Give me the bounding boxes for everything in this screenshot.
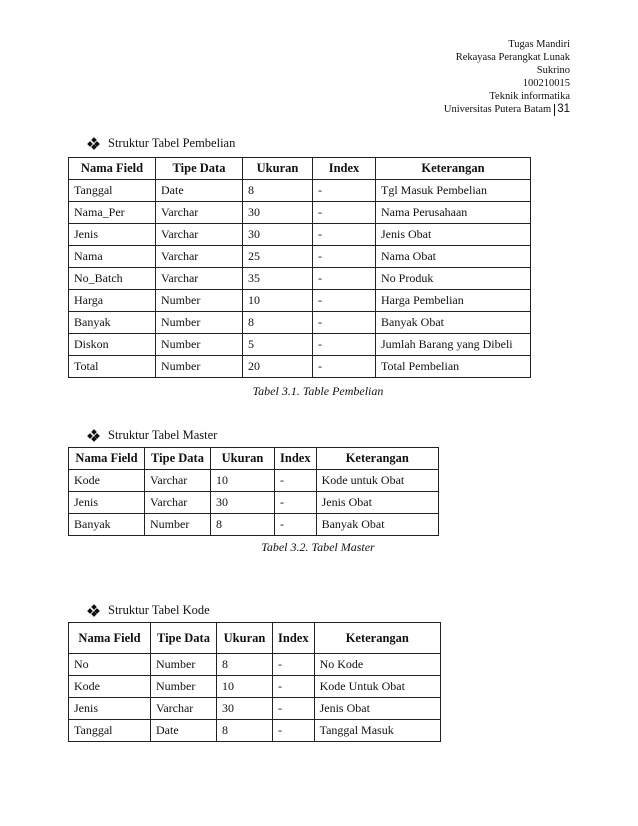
column-header: Index [313, 158, 376, 180]
section-title-kode: Struktur Tabel Kode [88, 603, 210, 618]
table-cell: Jenis [69, 492, 145, 514]
table-cell: 10 [243, 290, 313, 312]
table-cell: - [313, 334, 376, 356]
table-cell: Varchar [156, 246, 243, 268]
table-cell: - [313, 246, 376, 268]
table-header-row [69, 623, 441, 654]
table-cell: Kode [69, 676, 151, 698]
table-cell: - [275, 514, 317, 536]
table-row [69, 268, 531, 290]
table-cell: - [273, 720, 315, 742]
header-assignment: Tugas Mandiri [508, 39, 570, 50]
table-cell: - [275, 470, 317, 492]
table-row [69, 492, 439, 514]
diamond-bullet-icon [88, 430, 99, 441]
table-cell: 35 [243, 268, 313, 290]
table-cell: - [313, 202, 376, 224]
table-cell: 8 [243, 180, 313, 202]
table-cell: 8 [217, 654, 273, 676]
column-header: Nama Field [69, 448, 145, 470]
table-cell: Jenis [69, 224, 156, 246]
page-number: 31 [557, 103, 570, 115]
table-row [69, 290, 531, 312]
table-cell: 30 [211, 492, 275, 514]
column-header: Index [273, 623, 315, 654]
table-cell: Total Pembelian [376, 356, 531, 378]
table-row [69, 312, 531, 334]
table-cell: 8 [217, 720, 273, 742]
column-header: Ukuran [211, 448, 275, 470]
section-title-pembelian: Struktur Tabel Pembelian [88, 136, 235, 151]
table-cell: Varchar [151, 698, 217, 720]
table-row [69, 698, 441, 720]
table-cell: Number [145, 514, 211, 536]
table-cell: Harga [69, 290, 156, 312]
column-header: Ukuran [243, 158, 313, 180]
table-cell: Number [151, 654, 217, 676]
column-header: Tipe Data [156, 158, 243, 180]
table-cell: Varchar [156, 224, 243, 246]
table-cell: Jenis Obat [314, 698, 440, 720]
table-cell: Varchar [145, 492, 211, 514]
header-department: Teknik informatika [489, 91, 570, 102]
table-cell: Kode untuk Obat [316, 470, 438, 492]
table-cell: - [273, 654, 315, 676]
table-cell: Number [151, 676, 217, 698]
table-cell: 30 [243, 224, 313, 246]
table-row [69, 202, 531, 224]
header-university: Universitas Putera Batam [443, 104, 552, 115]
table-caption-master: Tabel 3.2. Tabel Master [261, 540, 375, 554]
table-cell: 20 [243, 356, 313, 378]
column-header: Keterangan [316, 448, 438, 470]
table-cell: Diskon [69, 334, 156, 356]
table-cell: Banyak Obat [316, 514, 438, 536]
header-student-id: 100210015 [522, 78, 570, 89]
table-cell: Banyak [69, 514, 145, 536]
table-cell: Jenis Obat [316, 492, 438, 514]
table-caption-pembelian: Tabel 3.1. Table Pembelian [252, 384, 384, 398]
table-cell: 25 [243, 246, 313, 268]
table-master [68, 447, 439, 536]
table-cell: Nama_Per [69, 202, 156, 224]
table-cell: - [313, 224, 376, 246]
table-cell: - [313, 268, 376, 290]
table-cell: Tgl Masuk Pembelian [376, 180, 531, 202]
table-cell: Jenis [69, 698, 151, 720]
header-divider [554, 104, 555, 116]
diamond-bullet-icon [88, 138, 99, 149]
column-header: Nama Field [69, 623, 151, 654]
table-cell: Number [156, 312, 243, 334]
table-pembelian [68, 157, 531, 378]
page-header [444, 38, 570, 116]
table-row [69, 180, 531, 202]
table-row [69, 676, 441, 698]
table-cell: Banyak Obat [376, 312, 531, 334]
column-header: Tipe Data [151, 623, 217, 654]
column-header: Nama Field [69, 158, 156, 180]
table-cell: Varchar [156, 202, 243, 224]
table-row [69, 470, 439, 492]
table-header-row [69, 158, 531, 180]
table-cell: - [273, 676, 315, 698]
table-cell: No Kode [314, 654, 440, 676]
table-cell: 5 [243, 334, 313, 356]
table-cell: Kode Untuk Obat [314, 676, 440, 698]
table-cell: Total [69, 356, 156, 378]
table-cell: No Produk [376, 268, 531, 290]
table-header-row [69, 448, 439, 470]
table-cell: Number [156, 356, 243, 378]
table-cell: - [313, 356, 376, 378]
table-row [69, 514, 439, 536]
table-cell: 8 [243, 312, 313, 334]
table-row [69, 654, 441, 676]
column-header: Ukuran [217, 623, 273, 654]
table-row [69, 356, 531, 378]
table-cell: - [275, 492, 317, 514]
table-cell: No [69, 654, 151, 676]
section-title-master: Struktur Tabel Master [88, 428, 217, 443]
table-row [69, 246, 531, 268]
table-row [69, 334, 531, 356]
table-cell: 10 [217, 676, 273, 698]
table-cell: 30 [243, 202, 313, 224]
table-cell: Harga Pembelian [376, 290, 531, 312]
table-kode [68, 622, 441, 742]
table-cell: Nama Perusahaan [376, 202, 531, 224]
table-cell: Tanggal [69, 720, 151, 742]
table-cell: - [273, 698, 315, 720]
table-cell: Tanggal [69, 180, 156, 202]
table-cell: Number [156, 290, 243, 312]
table-cell: Nama Obat [376, 246, 531, 268]
table-cell: Tanggal Masuk [314, 720, 440, 742]
table-cell: - [313, 290, 376, 312]
table-cell: Kode [69, 470, 145, 492]
table-cell: Varchar [145, 470, 211, 492]
table-cell: 30 [217, 698, 273, 720]
table-cell: - [313, 180, 376, 202]
column-header: Index [275, 448, 317, 470]
table-cell: Banyak [69, 312, 156, 334]
table-cell: Nama [69, 246, 156, 268]
diamond-bullet-icon [88, 605, 99, 616]
column-header: Tipe Data [145, 448, 211, 470]
header-course: Rekayasa Perangkat Lunak [455, 52, 570, 63]
column-header: Keterangan [314, 623, 440, 654]
table-cell: - [313, 312, 376, 334]
table-cell: 10 [211, 470, 275, 492]
table-row [69, 720, 441, 742]
header-author: Sukrino [536, 65, 570, 76]
table-row [69, 224, 531, 246]
table-cell: No_Batch [69, 268, 156, 290]
table-cell: Jenis Obat [376, 224, 531, 246]
table-cell: Varchar [156, 268, 243, 290]
table-cell: 8 [211, 514, 275, 536]
table-cell: Number [156, 334, 243, 356]
column-header: Keterangan [376, 158, 531, 180]
table-cell: Date [156, 180, 243, 202]
table-cell: Jumlah Barang yang Dibeli [376, 334, 531, 356]
table-cell: Date [151, 720, 217, 742]
